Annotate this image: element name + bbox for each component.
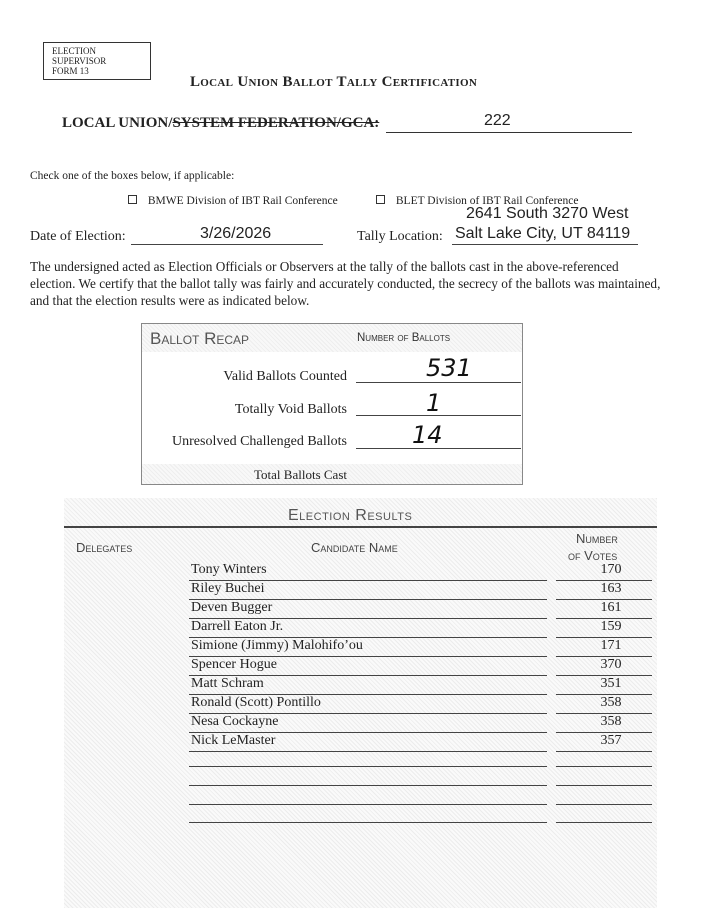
election-results-header: Election Results [288, 507, 413, 524]
candidate-name: Tony Winters [191, 562, 267, 577]
void-ballots-label: Totally Void Ballots [234, 402, 347, 417]
result-row [191, 657, 277, 673]
form-id-line-3: FORM 13 [52, 66, 89, 76]
candidate-name: Deven Bugger [191, 600, 273, 615]
blet-checkbox[interactable] [376, 195, 385, 204]
empty-votes-line[interactable] [556, 804, 652, 805]
result-row [191, 638, 363, 654]
name-line [189, 694, 547, 695]
challenged-ballots-value[interactable]: 14 [412, 421, 443, 449]
option-bmwe[interactable] [128, 195, 338, 207]
candidate-votes: 161 [600, 600, 622, 615]
result-row [191, 733, 275, 749]
votes-line [556, 618, 652, 619]
local-union-line [386, 132, 632, 133]
candidate-votes: 358 [600, 714, 622, 729]
local-union-label-struck: SYSTEM FEDERATION/GCA: [172, 115, 380, 131]
challenged-ballots-label: Unresolved Challenged Ballots [172, 434, 347, 449]
result-row [191, 676, 264, 692]
votes-line [556, 751, 652, 752]
empty-name-line[interactable] [189, 785, 547, 786]
candidate-name: Simione (Jimmy) Malohifo’ou [191, 638, 363, 653]
empty-name-line[interactable] [189, 804, 547, 805]
valid-ballots-line [356, 382, 521, 383]
result-row [191, 581, 265, 597]
total-ballots-label: Total Ballots Cast [254, 467, 347, 482]
candidate-name: Ronald (Scott) Pontillo [191, 695, 321, 710]
form-id-line-1: ELECTION [52, 46, 96, 56]
tally-location-line2[interactable]: Salt Lake City, UT 84119 [455, 225, 631, 242]
candidate-name: Spencer Hogue [191, 657, 277, 672]
name-line [189, 656, 547, 657]
candidate-name: Darrell Eaton Jr. [191, 619, 284, 634]
empty-name-line[interactable] [189, 766, 547, 767]
votes-line [556, 580, 652, 581]
valid-ballots-label: Valid Ballots Counted [223, 369, 347, 384]
local-union-label-prefix: LOCAL UNION/ [62, 115, 173, 131]
ballot-recap-header: Ballot Recap [150, 329, 250, 348]
votes-column-header-1: Number [576, 531, 618, 546]
delegates-column-header: Delegates [76, 540, 133, 555]
name-line [189, 599, 547, 600]
votes-line [556, 732, 652, 733]
candidate-name: Nick LeMaster [191, 733, 276, 748]
local-union-number[interactable]: 222 [484, 112, 511, 129]
empty-votes-line[interactable] [556, 785, 652, 786]
candidate-votes: 351 [600, 676, 622, 691]
blet-label: BLET Division of IBT Rail Conference [395, 195, 579, 207]
empty-name-line[interactable] [189, 822, 547, 823]
date-line [131, 244, 323, 245]
result-row [191, 695, 321, 711]
name-line [189, 675, 547, 676]
number-of-ballots-header: Number of Ballots [357, 332, 451, 344]
bmwe-label: BMWE Division of IBT Rail Conference [147, 195, 338, 207]
candidate-votes: 171 [600, 638, 622, 653]
result-row [191, 619, 283, 635]
name-line [189, 751, 547, 752]
tally-location-label: Tally Location: [357, 229, 443, 244]
empty-votes-line[interactable] [556, 766, 652, 767]
candidate-name: Matt Schram [191, 676, 264, 691]
document-title: Local Union Ballot Tally Certification [190, 74, 478, 90]
certification-text: The undersigned acted as Election Officials or Observers at the tally of the ballots cast in the above-referenced election. We certify that the ballot tally was fairly and accurately conducted, the secrecy of the ballots was maintained, and that the election results were as indicated below. [30, 259, 661, 308]
form-id-line-2: SUPERVISOR [52, 56, 107, 66]
votes-column-header-2: of Votes [568, 548, 618, 563]
result-row [191, 562, 267, 578]
check-instructions: Check one of the boxes below, if applicable: [30, 170, 235, 182]
candidate-votes: 358 [600, 695, 622, 710]
candidate-votes: 370 [600, 657, 622, 672]
votes-line [556, 675, 652, 676]
votes-line [556, 694, 652, 695]
votes-line [556, 637, 652, 638]
date-of-election-value[interactable]: 3/26/2026 [200, 225, 272, 242]
ballot-recap-table [141, 323, 523, 485]
name-line [189, 580, 547, 581]
candidate-votes: 357 [600, 733, 622, 748]
tally-location-line [452, 244, 638, 245]
result-row [191, 600, 272, 616]
void-ballots-value[interactable]: 1 [426, 389, 442, 417]
name-line [189, 618, 547, 619]
candidate-votes: 170 [600, 562, 622, 577]
total-ballots-value[interactable] [356, 465, 521, 483]
candidate-votes: 163 [600, 581, 622, 596]
name-line [189, 732, 547, 733]
date-of-election-label: Date of Election: [30, 229, 126, 244]
name-line [189, 637, 547, 638]
candidate-name: Nesa Cockayne [191, 714, 279, 729]
election-results-divider [64, 526, 657, 528]
name-line [189, 713, 547, 714]
votes-line [556, 656, 652, 657]
votes-line [556, 599, 652, 600]
result-row [191, 714, 278, 730]
empty-votes-line[interactable] [556, 822, 652, 823]
candidate-votes: 159 [600, 619, 622, 634]
votes-line [556, 713, 652, 714]
candidate-name: Riley Buchei [191, 581, 265, 596]
valid-ballots-value[interactable]: 531 [426, 354, 472, 382]
local-union-label [62, 115, 379, 132]
bmwe-checkbox[interactable] [128, 195, 137, 204]
form-id-box [43, 42, 151, 80]
candidate-name-column-header: Candidate Name [311, 540, 398, 555]
tally-location-line1[interactable]: 2641 South 3270 West [466, 205, 629, 222]
